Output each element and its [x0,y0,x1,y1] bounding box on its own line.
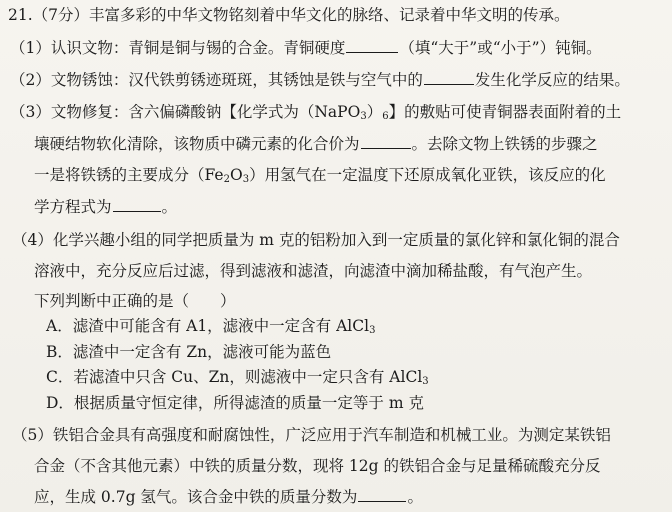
part-3-text: 一是将铁锈的主要成分（Fe [34,166,224,184]
part-3-text: （3）文物修复：含六偏磷酸钠【化学式为（NaPO [10,103,361,121]
part-5-text: 合金（不含其他元素）中铁的质量分数，现将 12g 的铁铝合金与足量稀硫酸充分反 [34,457,601,475]
part-3-text: 壤硬结物软化清除，该物质中磷元素的化合价为 [34,135,360,153]
part-1 [10,37,602,59]
subscript: 2 [223,174,230,185]
part-5-line-1 [12,424,611,446]
part-3-text: 。去除文物上铁锈的步骤之 [411,135,598,153]
option-d-text: D．根据质量守恒定律，所得滤渣的质量一定等于 m 克 [46,394,424,412]
answer-blank-3 [361,133,411,149]
part-5-line-3 [34,486,423,508]
part-3-text: 。 [161,198,178,216]
part-4-text: （4）化学兴趣小组的同学把质量为 m 克的铝粉加入到一定质量的氯化锌和氯化铜的混合 [12,231,620,249]
part-4-line-1 [12,229,620,251]
option-c-text: C．若滤渣中只含 Cu、Zn，则滤液中一定只含有 AlCl [46,368,423,386]
subscript: 3 [360,111,367,122]
part-3-text: 学方程式为 [34,198,112,216]
subscript: 3 [369,325,376,336]
part-3-line-3 [34,164,606,186]
option-a-text: A．滤渣中可能含有 A1，滤液中一定含有 AlCl [46,317,370,335]
option-d [46,392,424,414]
part-3-line-4 [34,196,177,218]
part-3-line-1 [10,101,621,123]
part-1-text-a: （1）认识文物：青铜是铜与锡的合金。青铜硬度 [10,39,346,57]
part-1-text-b: （填“大于”或“小于”）钝铜。 [399,39,602,57]
part-4-line-3 [34,290,236,312]
subscript: 3 [242,174,250,185]
part-5-text: （5）铁铝合金具有高强度和耐腐蚀性，广泛应用于汽车制造和机械工业。为测定某铁铝 [12,426,611,444]
answer-blank-5 [358,486,406,502]
part-4-question: 下列判断中正确的是（ ） [34,292,236,310]
part-3-text: ）用氢气在一定温度下还原成氧化亚铁，该反应的化 [249,166,606,184]
option-b [46,341,331,363]
part-5-text: 应，生成 0.7g 氢气。该合金中铁的质量分数为 [34,488,358,506]
question-intro-text: 21.（7分）丰富多彩的中华文物铭刻着中华文化的脉络、记录着中华文明的传承。 [8,6,570,24]
answer-blank-4 [113,196,161,212]
subscript: 6 [382,111,389,122]
part-4-line-2 [34,260,592,282]
answer-blank-2 [424,69,474,85]
answer-blank-1 [346,37,398,53]
part-3-text: ） [366,103,383,121]
part-4-text: 溶液中，充分反应后过滤，得到滤液和滤渣，向滤渣中滴加稀盐酸，有气泡产生。 [34,262,593,280]
part-3-text: O [229,166,243,184]
part-3-line-2 [34,133,598,155]
part-5-line-2 [34,455,601,477]
part-2-text-a: （2）文物锈蚀：汉代铁剪锈迹斑斑，其锈蚀是铁与空气中的 [10,71,423,89]
option-a [46,315,375,337]
subscript: 3 [422,376,429,387]
part-2-text-b: 发生化学反应的结果。 [474,71,630,89]
part-3-text: 】的敷贴可使青铜器表面附着的土 [388,103,622,121]
question-intro [8,4,570,26]
part-2 [10,69,630,91]
part-5-text: 。 [407,488,423,506]
option-c [46,366,429,388]
option-b-text: B．滤渣中一定含有 Zn，滤液可能为蓝色 [46,343,332,361]
